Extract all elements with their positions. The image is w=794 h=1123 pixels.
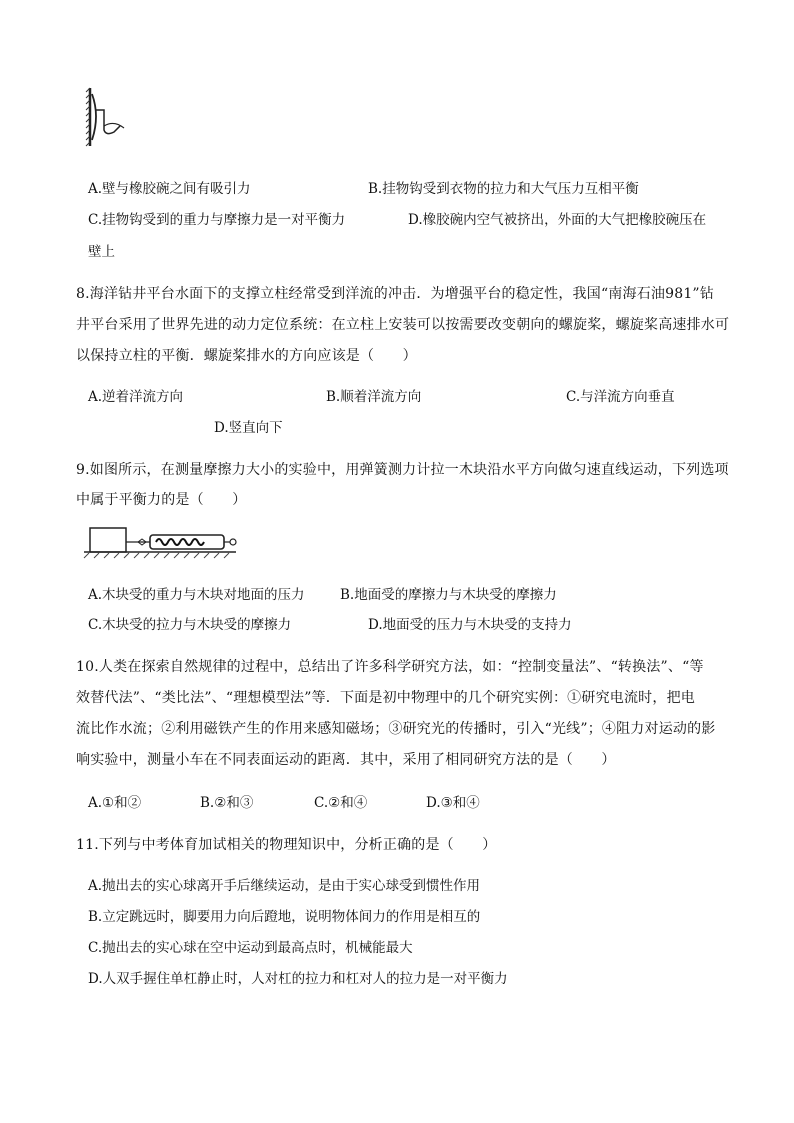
q11-option-c: C.抛出去的实心球在空中运动到最高点时，机械能最大 <box>88 940 413 956</box>
q10-stem-line1: 10.人类在探索自然规律的过程中，总结出了许多科学研究方法，如：“控制变量法”、“转换法”、“等 <box>76 659 704 675</box>
q8-option-d: D.竖直向下 <box>214 420 283 436</box>
q11-stem-line1: 11.下列与中考体育加试相关的物理知识中，分析正确的是（ ） <box>76 837 497 853</box>
q7-option-a: A.壁与橡胶碗之间有吸引力 <box>88 181 251 197</box>
q11-option-d: D.人双手握住单杠静止时，人对杠的拉力和杠对人的拉力是一对平衡力 <box>88 971 508 987</box>
q7-option-c: C.挂物钩受到的重力与摩擦力是一对平衡力 <box>88 212 346 228</box>
q8-stem-line3: 以保持立柱的平衡．螺旋桨排水的方向应该是（ ） <box>76 348 417 364</box>
q8-option-c: C.与洋流方向垂直 <box>566 389 675 405</box>
q7-option-d: D.橡胶碗内空气被挤出，外面的大气把橡胶碗压在 <box>408 212 707 228</box>
q9-option-c: C.木块受的拉力与木块受的摩擦力 <box>88 617 292 633</box>
q9-stem-line2: 中属于平衡力的是（ ） <box>76 492 247 508</box>
q8-option-b: B.顺着洋流方向 <box>326 389 422 405</box>
q8-stem-line2: 井平台采用了世界先进的动力定位系统：在立柱上安装可以按需要改变朝向的螺旋桨，螺旋桨高速排水可 <box>76 317 730 333</box>
q8-option-a: A.逆着洋流方向 <box>88 389 184 405</box>
q9-stem-line1: 9.如图所示，在测量摩擦力大小的实验中，用弹簧测力计拉一木块沿水平方向做匀速直线运动，下列选项 <box>76 462 729 478</box>
q11-option-a: A.抛出去的实心球离开手后继续运动，是由于实心球受到惯性作用 <box>88 878 481 894</box>
q10-stem-line4: 响实验中，测量小车在不同表面运动的距离．其中，采用了相同研究方法的是（ ） <box>76 752 616 768</box>
q9-option-d: D.地面受的压力与木块受的支持力 <box>368 617 572 633</box>
q10-option-d: D.③和④ <box>426 795 480 811</box>
q7-option-b: B.挂物钩受到衣物的拉力和大气压力互相平衡 <box>368 181 639 197</box>
q10-stem-line3: 流比作水流；②利用磁铁产生的作用来感知磁场；③研究光的传播时，引入“光线”；④阻力对运动的影 <box>76 721 716 737</box>
q10-option-c: C.②和④ <box>314 795 368 811</box>
suction-hook-figure <box>84 86 136 148</box>
q9-option-a: A.木块受的重力与木块对地面的压力 <box>88 587 305 603</box>
q11-option-b: B.立定跳远时，脚要用力向后蹬地，说明物体间力的作用是相互的 <box>88 909 481 925</box>
q10-option-a: A.①和② <box>88 795 142 811</box>
q10-option-b: B.②和③ <box>200 795 254 811</box>
q10-stem-line2: 效替代法”、“类比法”、“理想模型法”等．下面是初中物理中的几个研究实例：①研究电流时，把电 <box>76 690 695 706</box>
q9-option-b: B.地面受的摩擦力与木块受的摩擦力 <box>340 587 557 603</box>
block-spring-scale-figure <box>80 522 240 560</box>
q8-stem-line1: 8.海洋钻井平台水面下的支撑立柱经常受到洋流的冲击．为增强平台的稳定性，我国“南海石油981”钻 <box>76 286 714 302</box>
q7-option-d-continued: 壁上 <box>88 244 115 260</box>
